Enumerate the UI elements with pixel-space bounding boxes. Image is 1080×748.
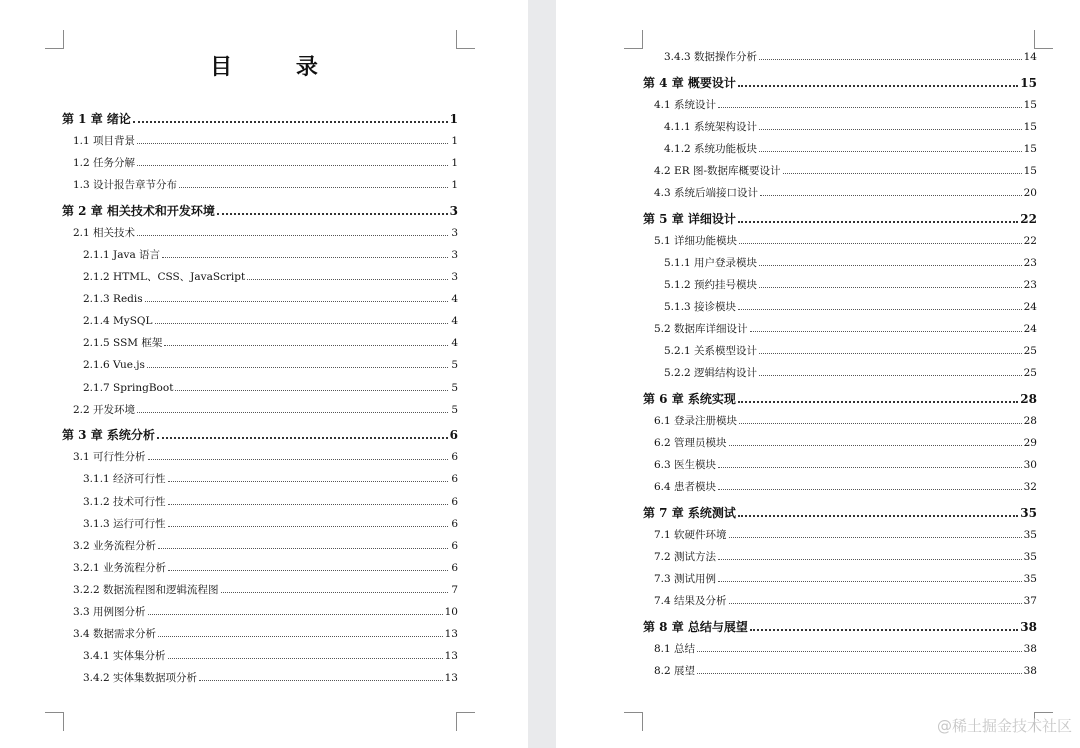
toc-entry-title: 第 7 章 系统测试 [643,505,736,520]
toc-page-number: 35 [1020,505,1037,520]
toc-entry-title: 3.1 可行性分析 [73,451,146,464]
toc-entry-title: 6.1 登录注册模块 [654,415,738,427]
toc-entry-title: 2.1.7 SpringBoot [83,381,174,394]
toc-chapter-entry[interactable] [62,200,458,222]
margin-corner-mark [45,712,64,731]
toc-page-number: 20 [1023,187,1037,200]
toc-dot-leader [158,540,448,549]
toc-entry-title: 4.3 系统后端接口设计 [654,187,759,200]
toc-section-entry[interactable] [62,174,458,196]
toc-dot-leader [137,404,448,413]
toc-dot-leader [729,529,1022,538]
toc-entry-title: 第 8 章 总结与展望 [643,619,748,634]
toc-page-number: 5 [451,403,458,416]
toc-section-entry[interactable] [643,252,1037,274]
toc-dot-leader [162,249,448,258]
toc-section-entry[interactable] [62,446,458,468]
toc-page-number: 4 [451,315,458,328]
toc-entry-title: 7.3 测试用例 [654,573,717,586]
toc-page-number: 5 [451,381,458,394]
toc-dot-leader [759,257,1022,266]
toc-page-number: 15 [1023,164,1037,177]
toc-section-entry[interactable] [643,362,1037,384]
toc-entry-title: 3.2.1 业务流程分析 [73,561,167,574]
toc-page-number: 24 [1023,323,1037,336]
toc-entry-title: 7.2 测试方法 [654,551,717,564]
toc-entry-title: 5.1.3 接诊模块 [664,301,737,314]
toc-section-entry[interactable] [643,590,1037,612]
toc-dot-leader [697,665,1022,674]
toc-page-number: 15 [1023,98,1037,111]
toc-entry-title: 6.3 医生模块 [654,459,717,472]
toc-page-number: 28 [1023,415,1037,427]
toc-section-entry[interactable] [643,160,1037,182]
toc-section-entry[interactable] [62,354,458,376]
toc-page-number: 35 [1023,528,1037,541]
toc-entry-title: 1.1 项目背景 [73,135,136,147]
page-gutter [528,0,556,748]
toc-page-number: 1 [449,112,458,126]
toc-dot-leader [738,506,1018,517]
toc-page-number: 6 [451,473,458,486]
toc-page-number: 38 [1023,642,1037,655]
toc-entry-title: 3.4.1 实体集分析 [83,650,166,663]
toc-section-entry[interactable] [643,410,1037,432]
toc-entry-title: 3.2 业务流程分析 [73,539,157,552]
toc-page-number: 23 [1023,278,1037,291]
toc-page-number: 38 [1020,619,1037,634]
toc-entry-title: 第 1 章 绪论 [62,112,131,126]
toc-entry-title: 第 2 章 相关技术和开发环境 [62,203,215,218]
toc-page-number: 25 [1023,345,1037,358]
toc-dot-leader [729,438,1022,447]
toc-page-number: 15 [1020,75,1037,90]
toc-page-number: 38 [1023,665,1037,678]
toc-dot-leader [759,346,1022,355]
toc-entry-title: 5.1.2 预约挂号模块 [664,278,758,291]
toc-entry-title: 2.1.2 HTML、CSS、JavaScript [83,271,246,284]
toc-dot-leader [168,562,448,571]
toc-entry-title: 5.2.1 关系模型设计 [664,345,758,358]
toc-entry-title: 6.2 管理员模块 [654,437,727,450]
toc-dot-leader [759,368,1022,377]
toc-entry-title: 5.1.1 用户登录模块 [664,256,758,269]
toc-section-entry[interactable] [643,454,1037,476]
toc-section-entry[interactable] [643,182,1037,204]
toc-entry-title: 第 6 章 系统实现 [643,392,736,406]
toc-dot-leader [148,452,448,461]
toc-page-number: 37 [1023,595,1037,608]
toc-entry-title: 3.1.1 经济可行性 [83,473,166,486]
toc-section-entry[interactable] [62,623,458,645]
toc-section-entry[interactable] [62,645,458,667]
toc-section-entry[interactable] [62,310,458,332]
toc-entry-title: 第 4 章 概要设计 [643,75,736,90]
toc-dot-leader [247,272,448,281]
toc-page-number: 28 [1020,392,1037,406]
toc-entry-title: 2.1.6 Vue.js [83,359,145,372]
toc-page-number: 14 [1023,51,1037,63]
toc-entry-title: 4.1.1 系统架构设计 [664,120,758,133]
toc-entry-title: 5.2.2 逻辑结构设计 [664,367,758,380]
toc-section-entry[interactable] [62,579,458,601]
toc-section-entry[interactable] [62,399,458,421]
toc-section-entry[interactable] [62,557,458,579]
toc-title: 目 录 [210,54,346,80]
toc-page-number: 22 [1023,234,1037,247]
toc-dot-leader [718,99,1022,108]
toc-section-entry[interactable] [643,138,1037,160]
toc-section-entry[interactable] [62,667,458,689]
toc-dot-leader [759,121,1022,130]
toc-page-number: 35 [1023,573,1037,586]
toc-section-entry[interactable] [643,296,1037,318]
toc-section-entry[interactable] [62,244,458,266]
toc-dot-leader [168,474,448,483]
toc-section-entry[interactable] [643,638,1037,660]
toc-dot-leader [783,165,1022,174]
toc-entry-title: 2.1.3 Redis [83,293,143,306]
toc-dot-leader [739,235,1022,244]
toc-dot-leader [697,643,1022,652]
toc-dot-leader [221,584,448,593]
toc-page-number: 6 [451,517,458,530]
toc-page-number: 3 [451,248,458,261]
toc-section-entry[interactable] [62,130,458,152]
toc-section-entry[interactable] [62,332,458,354]
toc-page-number: 1 [451,157,458,170]
toc-entry-title: 3.4 数据需求分析 [73,628,157,641]
margin-corner-mark [456,712,475,731]
toc-dot-leader [168,518,448,527]
toc-page-number: 32 [1023,481,1037,494]
toc-dot-leader [738,301,1022,310]
toc-page-number: 35 [1023,551,1037,564]
toc-entry-title: 2.1.1 Java 语言 [83,248,161,261]
toc-entry-title: 7.1 软硬件环境 [654,528,727,541]
toc-dot-leader [155,316,448,325]
toc-section-entry[interactable] [643,660,1037,682]
toc-dot-leader [718,482,1022,491]
toc-dot-leader [168,496,448,505]
toc-dot-leader [147,360,448,369]
toc-section-entry[interactable] [643,340,1037,362]
toc-page-number: 1 [451,179,458,192]
margin-corner-mark [456,30,475,49]
toc-page-number: 29 [1023,437,1037,450]
margin-corner-mark [624,30,643,49]
toc-entry-title: 6.4 患者模块 [654,481,717,494]
toc-page-number: 6 [451,495,458,508]
toc-page-number: 1 [451,135,458,147]
toc-section-entry[interactable] [643,46,1037,68]
toc-chapter-entry[interactable] [62,424,458,446]
margin-corner-mark [624,712,643,731]
toc-section-entry[interactable] [62,513,458,535]
toc-section-entry[interactable] [643,546,1037,568]
toc-dot-leader [729,596,1022,605]
toc-page-number: 3 [449,203,458,218]
toc-section-entry[interactable] [643,524,1037,546]
toc-entry-title: 8.1 总结 [654,642,696,655]
toc-entry-title: 5.1 详细功能模块 [654,234,738,247]
toc-dot-leader [179,180,448,189]
toc-dot-leader [137,135,448,144]
toc-section-entry[interactable] [643,274,1037,296]
toc-section-entry[interactable] [62,468,458,490]
toc-dot-leader [137,227,448,236]
toc-section-entry[interactable] [62,152,458,174]
toc-page-number: 7 [451,583,458,596]
toc-page-number: 6 [449,428,458,443]
toc-dot-leader [168,651,443,660]
toc-page-number: 4 [451,293,458,306]
toc-chapter-entry[interactable] [643,208,1037,230]
toc-entry-title: 2.1.5 SSM 框架 [83,337,163,350]
toc-section-entry[interactable] [62,288,458,310]
toc-page-number: 25 [1023,367,1037,380]
toc-page-number: 4 [451,337,458,350]
toc-chapter-entry[interactable] [62,108,458,130]
toc-entry-title: 4.1.2 系统功能板块 [664,142,758,155]
toc-entry-title: 第 5 章 详细设计 [643,211,736,226]
toc-dot-leader [133,112,448,123]
toc-page-number: 22 [1020,211,1037,226]
toc-chapter-entry[interactable] [643,502,1037,524]
toc-section-entry[interactable] [62,377,458,399]
toc-dot-leader [164,338,448,347]
toc-page-number: 6 [451,561,458,574]
toc-section-entry[interactable] [62,491,458,513]
toc-dot-leader [718,552,1022,561]
toc-dot-leader [217,204,448,215]
toc-section-entry[interactable] [643,432,1037,454]
toc-entry-title: 3.3 用例图分析 [73,605,146,618]
toc-entry-title: 2.2 开发环境 [73,403,136,416]
toc-entry-title: 5.2 数据库详细设计 [654,323,748,336]
toc-entry-title: 3.1.2 技术可行性 [83,495,166,508]
toc-chapter-entry[interactable] [643,616,1037,638]
toc-dot-leader [759,143,1022,152]
toc-section-entry[interactable] [643,476,1037,498]
toc-dot-leader [199,673,443,682]
toc-entry-title: 1.3 设计报告章节分布 [73,179,178,192]
toc-entry-title: 3.1.3 运行可行性 [83,517,166,530]
toc-section-entry[interactable] [62,266,458,288]
toc-chapter-entry[interactable] [643,72,1037,94]
toc-chapter-entry[interactable] [643,388,1037,410]
toc-entry-title: 2.1.4 MySQL [83,315,153,328]
toc-page-number: 3 [451,271,458,284]
toc-page-number: 5 [451,359,458,372]
toc-section-entry[interactable] [643,116,1037,138]
toc-dot-leader [750,620,1018,631]
toc-list-left [62,108,458,689]
toc-entry-title: 3.2.2 数据流程图和逻辑流程图 [73,583,219,596]
toc-page-number: 13 [444,650,458,663]
toc-page-number: 15 [1023,120,1037,133]
toc-dot-leader [760,188,1022,197]
toc-page-number: 13 [444,672,458,685]
toc-dot-leader [759,51,1022,60]
toc-page-number: 15 [1023,142,1037,155]
toc-section-entry[interactable] [62,535,458,557]
toc-dot-leader [718,574,1022,583]
toc-page-number: 10 [444,605,458,618]
toc-page-number: 3 [451,226,458,239]
toc-dot-leader [718,460,1022,469]
toc-section-entry[interactable] [643,94,1037,116]
toc-section-entry[interactable] [62,601,458,623]
toc-dot-leader [759,279,1022,288]
toc-dot-leader [738,212,1018,223]
toc-page-number: 30 [1023,459,1037,472]
toc-page-number: 13 [444,628,458,641]
toc-section-entry[interactable] [643,230,1037,252]
toc-dot-leader [739,415,1022,424]
toc-dot-leader [145,294,448,303]
toc-entry-title: 4.1 系统设计 [654,98,717,111]
toc-section-entry[interactable] [643,568,1037,590]
toc-section-entry[interactable] [62,222,458,244]
toc-dot-leader [750,324,1022,333]
watermark-text: @稀土掘金技术社区 [936,717,1072,735]
toc-entry-title: 3.4.3 数据操作分析 [664,51,758,63]
toc-entry-title: 7.4 结果及分析 [654,595,727,608]
toc-entry-title: 4.2 ER 图-数据库概要设计 [654,164,781,177]
toc-dot-leader [137,158,448,167]
toc-entry-title: 第 3 章 系统分析 [62,428,155,443]
toc-dot-leader [158,629,443,638]
toc-page-number: 6 [451,451,458,464]
toc-dot-leader [157,429,448,440]
margin-corner-mark [45,30,64,49]
toc-dot-leader [175,382,448,391]
toc-entry-title: 1.2 任务分解 [73,157,136,170]
toc-dot-leader [738,76,1018,87]
toc-entry-title: 8.2 展望 [654,665,696,678]
toc-dot-leader [148,606,443,615]
toc-page-number: 6 [451,539,458,552]
toc-dot-leader [738,392,1018,403]
toc-entry-title: 2.1 相关技术 [73,226,136,239]
toc-list-right [643,46,1037,682]
toc-section-entry[interactable] [643,318,1037,340]
toc-entry-title: 3.4.2 实体集数据项分析 [83,672,198,685]
toc-page-number: 24 [1023,301,1037,314]
toc-page-number: 23 [1023,256,1037,269]
